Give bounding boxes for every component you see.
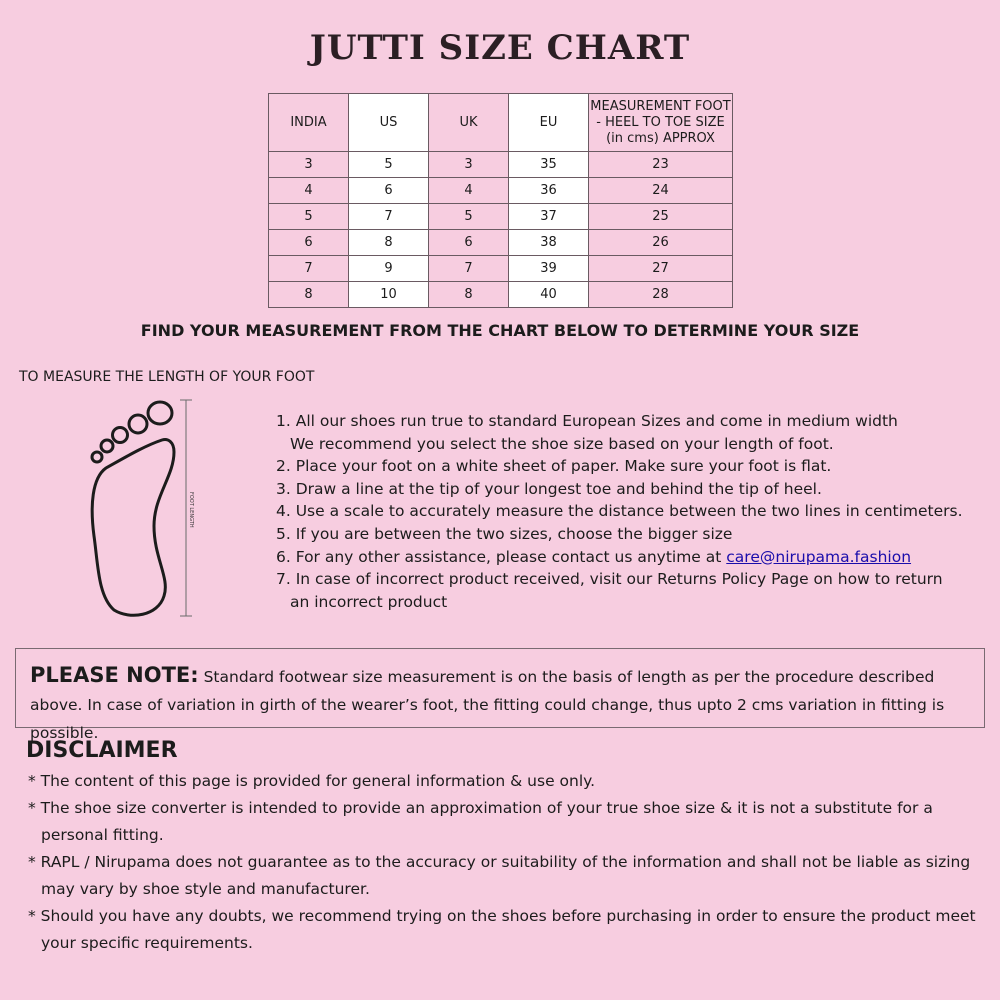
table-cell: 37 bbox=[509, 204, 589, 230]
size-chart-table bbox=[268, 93, 733, 308]
table-cell: 5 bbox=[429, 204, 509, 230]
foot-outline-icon bbox=[84, 396, 224, 622]
instruction-item: 3. Draw a line at the tip of your longest toe and behind the tip of heel. bbox=[276, 479, 822, 498]
disclaimer-item: * Should you have any doubts, we recommend trying on the shoes before purchasing in order to ensure the product meet your specific requirements. bbox=[28, 907, 976, 952]
instruction-item: 7. In case of incorrect product received, visit our Returns Policy Page on how to return bbox=[276, 570, 943, 589]
table-row bbox=[269, 282, 733, 308]
table-cell: 40 bbox=[509, 282, 589, 308]
instruction-item-continued: an incorrect product bbox=[290, 592, 448, 611]
header-uk: UK bbox=[429, 94, 509, 152]
table-row bbox=[269, 204, 733, 230]
table-cell: 38 bbox=[509, 230, 589, 256]
please-note-label: PLEASE NOTE: bbox=[30, 663, 199, 687]
table-cell: 35 bbox=[509, 152, 589, 178]
table-cell: 7 bbox=[269, 256, 349, 282]
instruction-item: 2. Place your foot on a white sheet of paper. Make sure your foot is flat. bbox=[276, 457, 832, 476]
table-cell: 24 bbox=[589, 178, 733, 204]
instructions-list bbox=[276, 410, 976, 613]
table-cell: 28 bbox=[589, 282, 733, 308]
table-row bbox=[269, 230, 733, 256]
table-cell: 8 bbox=[349, 230, 429, 256]
table-cell: 3 bbox=[269, 152, 349, 178]
table-cell: 39 bbox=[509, 256, 589, 282]
disclaimer-heading: DISCLAIMER bbox=[26, 738, 178, 763]
table-cell: 6 bbox=[269, 230, 349, 256]
table-cell: 8 bbox=[429, 282, 509, 308]
disclaimer-list bbox=[28, 768, 978, 957]
instruction-contact-text: 6. For any other assistance, please contact us anytime at bbox=[276, 547, 722, 566]
please-note-text: Standard footwear size measurement is on the basis of length as per the procedure described above. In case of variation in girth of the wearer’s foot, the fitting could change, thus upto 2 cms variation in fitting is possible. bbox=[30, 668, 945, 742]
instruction-item-contact bbox=[276, 546, 976, 569]
instruction-item: 5. If you are between the two sizes, choose the bigger size bbox=[276, 524, 733, 543]
table-row bbox=[269, 178, 733, 204]
email-link[interactable]: care@nirupama.fashion bbox=[726, 547, 912, 566]
table-cell: 4 bbox=[429, 178, 509, 204]
table-cell: 7 bbox=[429, 256, 509, 282]
table-header-row bbox=[269, 94, 733, 152]
instruction-item-continued: We recommend you select the shoe size based on your length of foot. bbox=[290, 434, 834, 453]
table-row bbox=[269, 256, 733, 282]
table-cell: 26 bbox=[589, 230, 733, 256]
foot-length-label: FOOT LENGTH bbox=[188, 492, 194, 528]
table-cell: 4 bbox=[269, 178, 349, 204]
instruction-item: 4. Use a scale to accurately measure the distance between the two lines in centimeters. bbox=[276, 502, 963, 521]
header-measurement: MEASUREMENT FOOT - HEEL TO TOE SIZE (in cms) APPROX bbox=[589, 94, 733, 152]
please-note-box bbox=[15, 648, 985, 742]
measure-foot-label: TO MEASURE THE LENGTH OF YOUR FOOT bbox=[19, 369, 315, 385]
instruction-item: 1. All our shoes run true to standard European Sizes and come in medium width bbox=[276, 412, 898, 430]
table-cell: 3 bbox=[429, 152, 509, 178]
table-cell: 6 bbox=[429, 230, 509, 256]
table-cell: 25 bbox=[589, 204, 733, 230]
header-us: US bbox=[349, 94, 429, 152]
header-india: INDIA bbox=[269, 94, 349, 152]
table-row bbox=[269, 152, 733, 178]
table-cell: 5 bbox=[349, 152, 429, 178]
table-cell: 6 bbox=[349, 178, 429, 204]
table-cell: 23 bbox=[589, 152, 733, 178]
table-cell: 36 bbox=[509, 178, 589, 204]
table-cell: 7 bbox=[349, 204, 429, 230]
table-cell: 10 bbox=[349, 282, 429, 308]
disclaimer-item: * The content of this page is provided for general information & use only. bbox=[28, 772, 596, 790]
disclaimer-item: * The shoe size converter is intended to provide an approximation of your true shoe size & it is not a substitute for a personal fitting. bbox=[28, 799, 933, 844]
page-title: JUTTI SIZE CHART bbox=[309, 28, 691, 68]
table-cell: 8 bbox=[269, 282, 349, 308]
disclaimer-item: * RAPL / Nirupama does not guarantee as to the accuracy or suitability of the information and shall not be liable as sizing may vary by shoe style and manufacturer. bbox=[28, 853, 971, 898]
find-measurement-heading: FIND YOUR MEASUREMENT FROM THE CHART BELOW TO DETERMINE YOUR SIZE bbox=[140, 321, 860, 340]
table-cell: 27 bbox=[589, 256, 733, 282]
table-cell: 5 bbox=[269, 204, 349, 230]
table-cell: 9 bbox=[349, 256, 429, 282]
header-eu: EU bbox=[509, 94, 589, 152]
